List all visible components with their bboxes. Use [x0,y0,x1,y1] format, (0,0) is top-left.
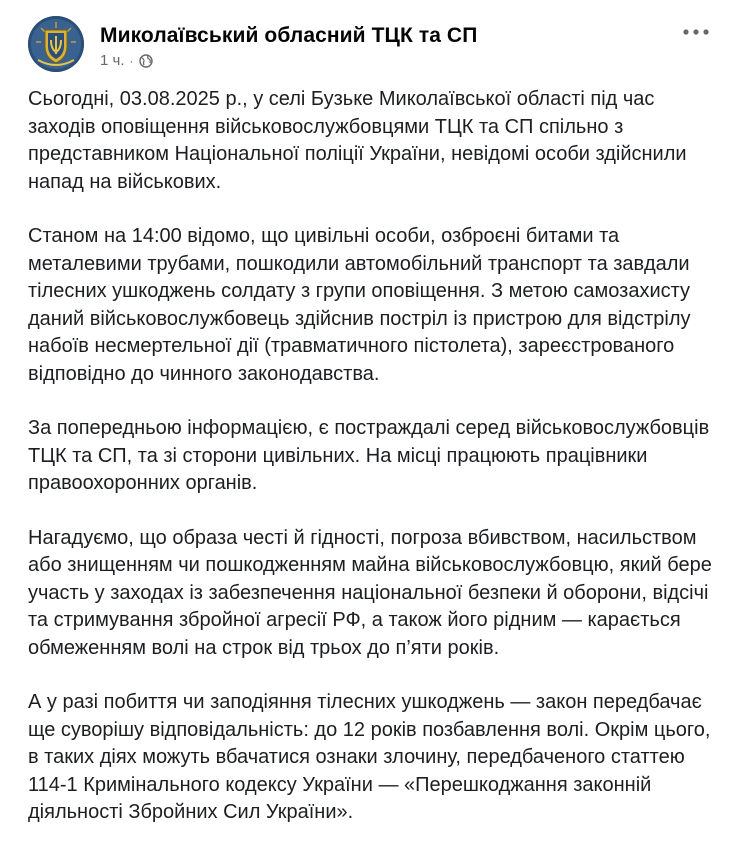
page-avatar[interactable] [28,16,84,72]
post-paragraph: За попередньою інформацією, є постраждалі серед військовослужбовців ТЦК та СП, та зі сторони цивільних. На місці працюють працівники правоохоронних органів. [28,417,710,494]
more-horizontal-icon [680,20,712,44]
post-header [28,16,718,80]
post-timestamp[interactable]: 1 ч. [100,52,125,69]
post-paragraph: Станом на 14:00 відомо, що цивільні особи, озброєні битами та металевими трубами, пошкодили автомобільний транспорт та завдали тілесних ушкоджень солдату з групи оповіщення. З метою самозахисту даний військовослужбовець здійснив постріл із пристрою для відстрілу набоїв несмертельної дії (травматичного пістолета), зареєстрованого відповідно до чинного законодавства. [28,225,691,385]
post-body [28,86,718,854]
globe-icon[interactable] [139,54,153,68]
more-options-button[interactable] [680,20,712,44]
page-name-link[interactable]: Миколаївський обласний ТЦК та СП [100,24,478,47]
post-paragraph: А у разі побиття чи заподіяння тілесних ушкоджень — закон передбачає ще суворішу відповідальність: до 12 років позбавлення волі. Окрім цього, в таких діях можуть вбачатися ознаки злочину, передбаченого статтею 114-1 Кримінального кодексу України — «Перешкоджання законній діяльності Збройних Сил України». [28,691,711,823]
meta-separator: · [129,53,134,68]
post-meta [100,52,153,69]
post-paragraph: Нагадуємо, що образа честі й гідності, погроза вбивством, насильством або знищенням чи пошкодженням майна військовослужбовцю, який бере участь у заходах із забезпечення національної безпеки й оборони, відсічі та стримування збройної агресії РФ, а також його рідним — карається обмеженням волі на строк від трьох до п’яти років. [28,526,712,659]
military-emblem-icon [28,16,84,72]
post-paragraph: Сьогодні, 03.08.2025 р., у селі Бузьке Миколаївської області під час заходів оповіщення військовослужбовцями ТЦК та СП спільно з представником Національної поліції України, невідомі особи здійснили напад на військових. [28,88,687,193]
